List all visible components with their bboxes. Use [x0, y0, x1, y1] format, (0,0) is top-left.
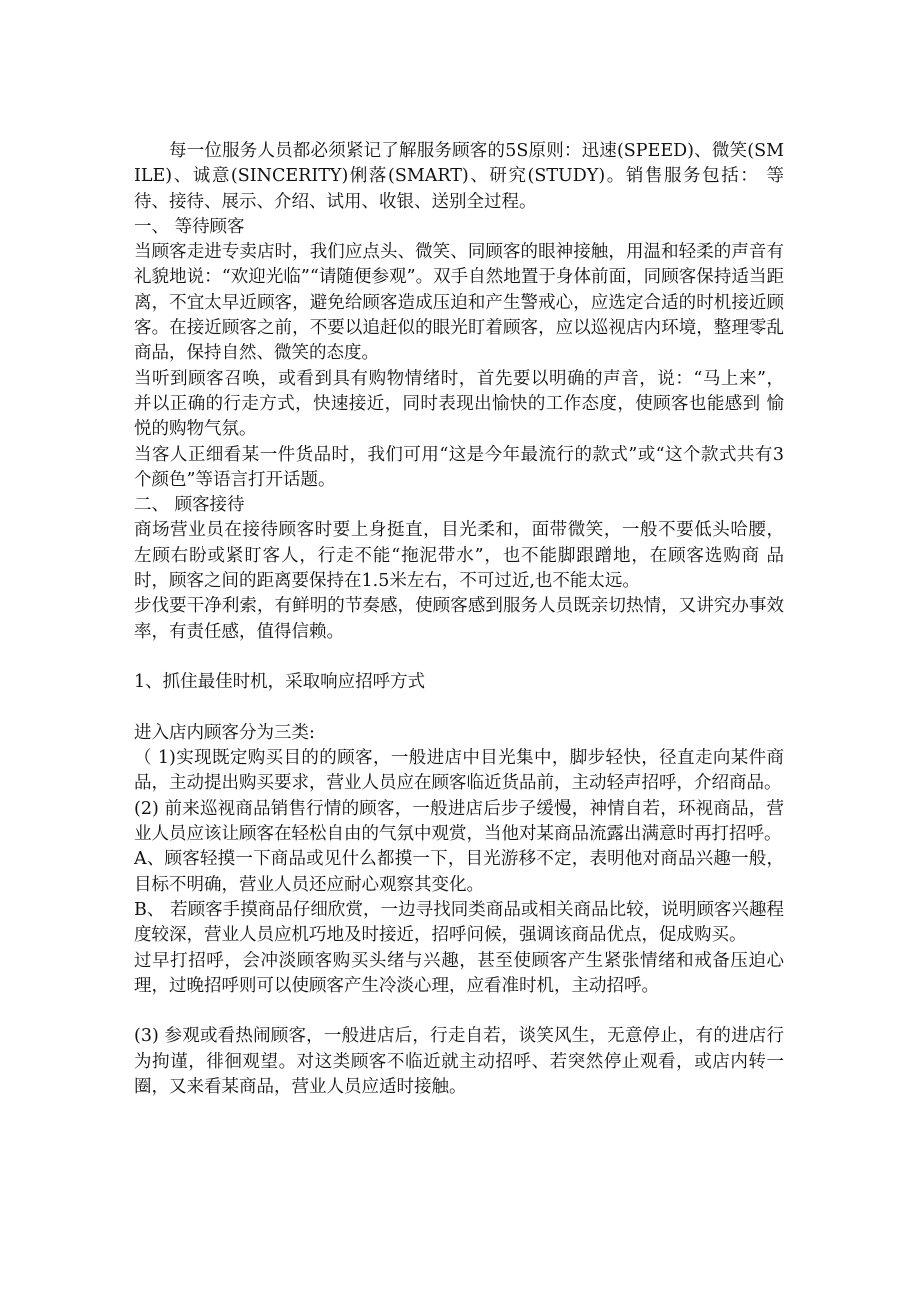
section-heading-waiting: 一、 等待顾客 — [134, 216, 245, 237]
intro-paragraph: 每一位服务人员都必须紧记了解服务顾客的5S原则：迅速(SPEED)、微笑(SMILE)、诚意(SINCERITY)俐落(SMART)、研究(STUDY)。销售服务包括： 等待、接待、展示、介绍、试用、收银、送别全过程。 — [134, 141, 784, 212]
paragraph-customer-types: 进入店内顾客分为三类: — [134, 722, 315, 743]
spacer — [134, 696, 784, 721]
paragraph-case-a: A、顾客轻摸一下商品或见什么都摸一下，目光游移不定，表明他对商品兴趣一般，目标不明确，营业人员还应耐心观察其变化。 — [134, 849, 784, 895]
paragraph-posture: 商场营业员在接待顾客时要上身挺直，目光柔和，面带微笑，一般不要低头哈腰， 左顾右盼或紧盯客人，行走不能“拖泥带水”，也不能脚跟蹭地，在顾客选购商 品时，顾客之间的距离要保持在1.5米左右，不可过近,也不能太远。 — [134, 520, 784, 592]
paragraph-type-3: (3) 参观或看热闹顾客，一般进店后，行走自若，谈笑风生，无意停止，有的进店行为拘谨，徘徊观望。对这类顾客不临近就主动招呼、若突然停止观看，或店内转一圈，又来看某商品，营业人员应适时接触。 — [134, 1026, 784, 1097]
subheading-timing: 1、抓住最佳时机，采取响应招呼方式 — [134, 672, 426, 693]
section-heading-reception: 二、 顾客接待 — [134, 495, 245, 516]
paragraph-pace: 步伐要干净利索，有鲜明的节奏感，使顾客感到服务人员既亲切热情，又讲究办事效率，有责任感，值得信赖。 — [134, 596, 784, 642]
document-body — [134, 139, 784, 1100]
paragraph-topic: 当客人正细看某一件货品时，我们可用“这是今年最流行的款式”或“这个款式共有3 个颜色”等语言打开话题。 — [134, 444, 784, 490]
spacer — [134, 999, 784, 1024]
spacer — [134, 645, 784, 670]
paragraph-greeting: 当顾客走进专卖店时，我们应点头、微笑、同顾客的眼神接触，用温和轻柔的声音有礼貌地说：“欢迎光临”“请随便参观”。双手自然地置于身体前面，同顾客保持适当距离，不宜太早近顾客，避免给顾客造成压迫和产生警戒心，应选定合适的时机接近顾客。在接近顾客之前，不要以追赶似的眼光盯着顾客，应以巡视店内环境，整理零乱商品，保持自然、微笑的态度。 — [134, 242, 784, 364]
paragraph-case-b: B、 若顾客手摸商品仔细欣赏，一边寻找同类商品或相关商品比较，说明顾客兴趣程度较深，营业人员应机巧地及时接近，招呼问候，强调该商品优点，促成购买。 — [134, 899, 784, 946]
paragraph-summons: 当听到顾客召唤，或看到具有购物情绪时，首先要以明确的声音，说：“马上来”， 并以正确的行走方式，快速接近，同时表现出愉快的工作态度，使顾客也能感到 愉悦的购物气氛。 — [134, 368, 784, 440]
paragraph-timing-note: 过早打招呼，会冲淡顾客购买头绪与兴趣，甚至使顾客产生紧张情绪和戒备压迫心理，过晚招呼则可以使顾客产生冷淡心理，应看准时机，主动招呼。 — [134, 950, 784, 996]
paragraph-type-2: (2) 前来巡视商品销售行情的顾客，一般进店后步子缓慢，神情自若，环视商品，营业人员应该让顾客在轻松自由的气氛中观赏，当他对某商品流露出满意时再打招呼。 — [134, 798, 784, 845]
paragraph-type-1: （ 1)实现既定购买目的的顾客，一般进店中目光集中，脚步轻快，径直走向某件商品，主动提出购买要求，营业人员应在顾客临近货品前，主动轻声招呼，介绍商品。 — [134, 748, 784, 794]
